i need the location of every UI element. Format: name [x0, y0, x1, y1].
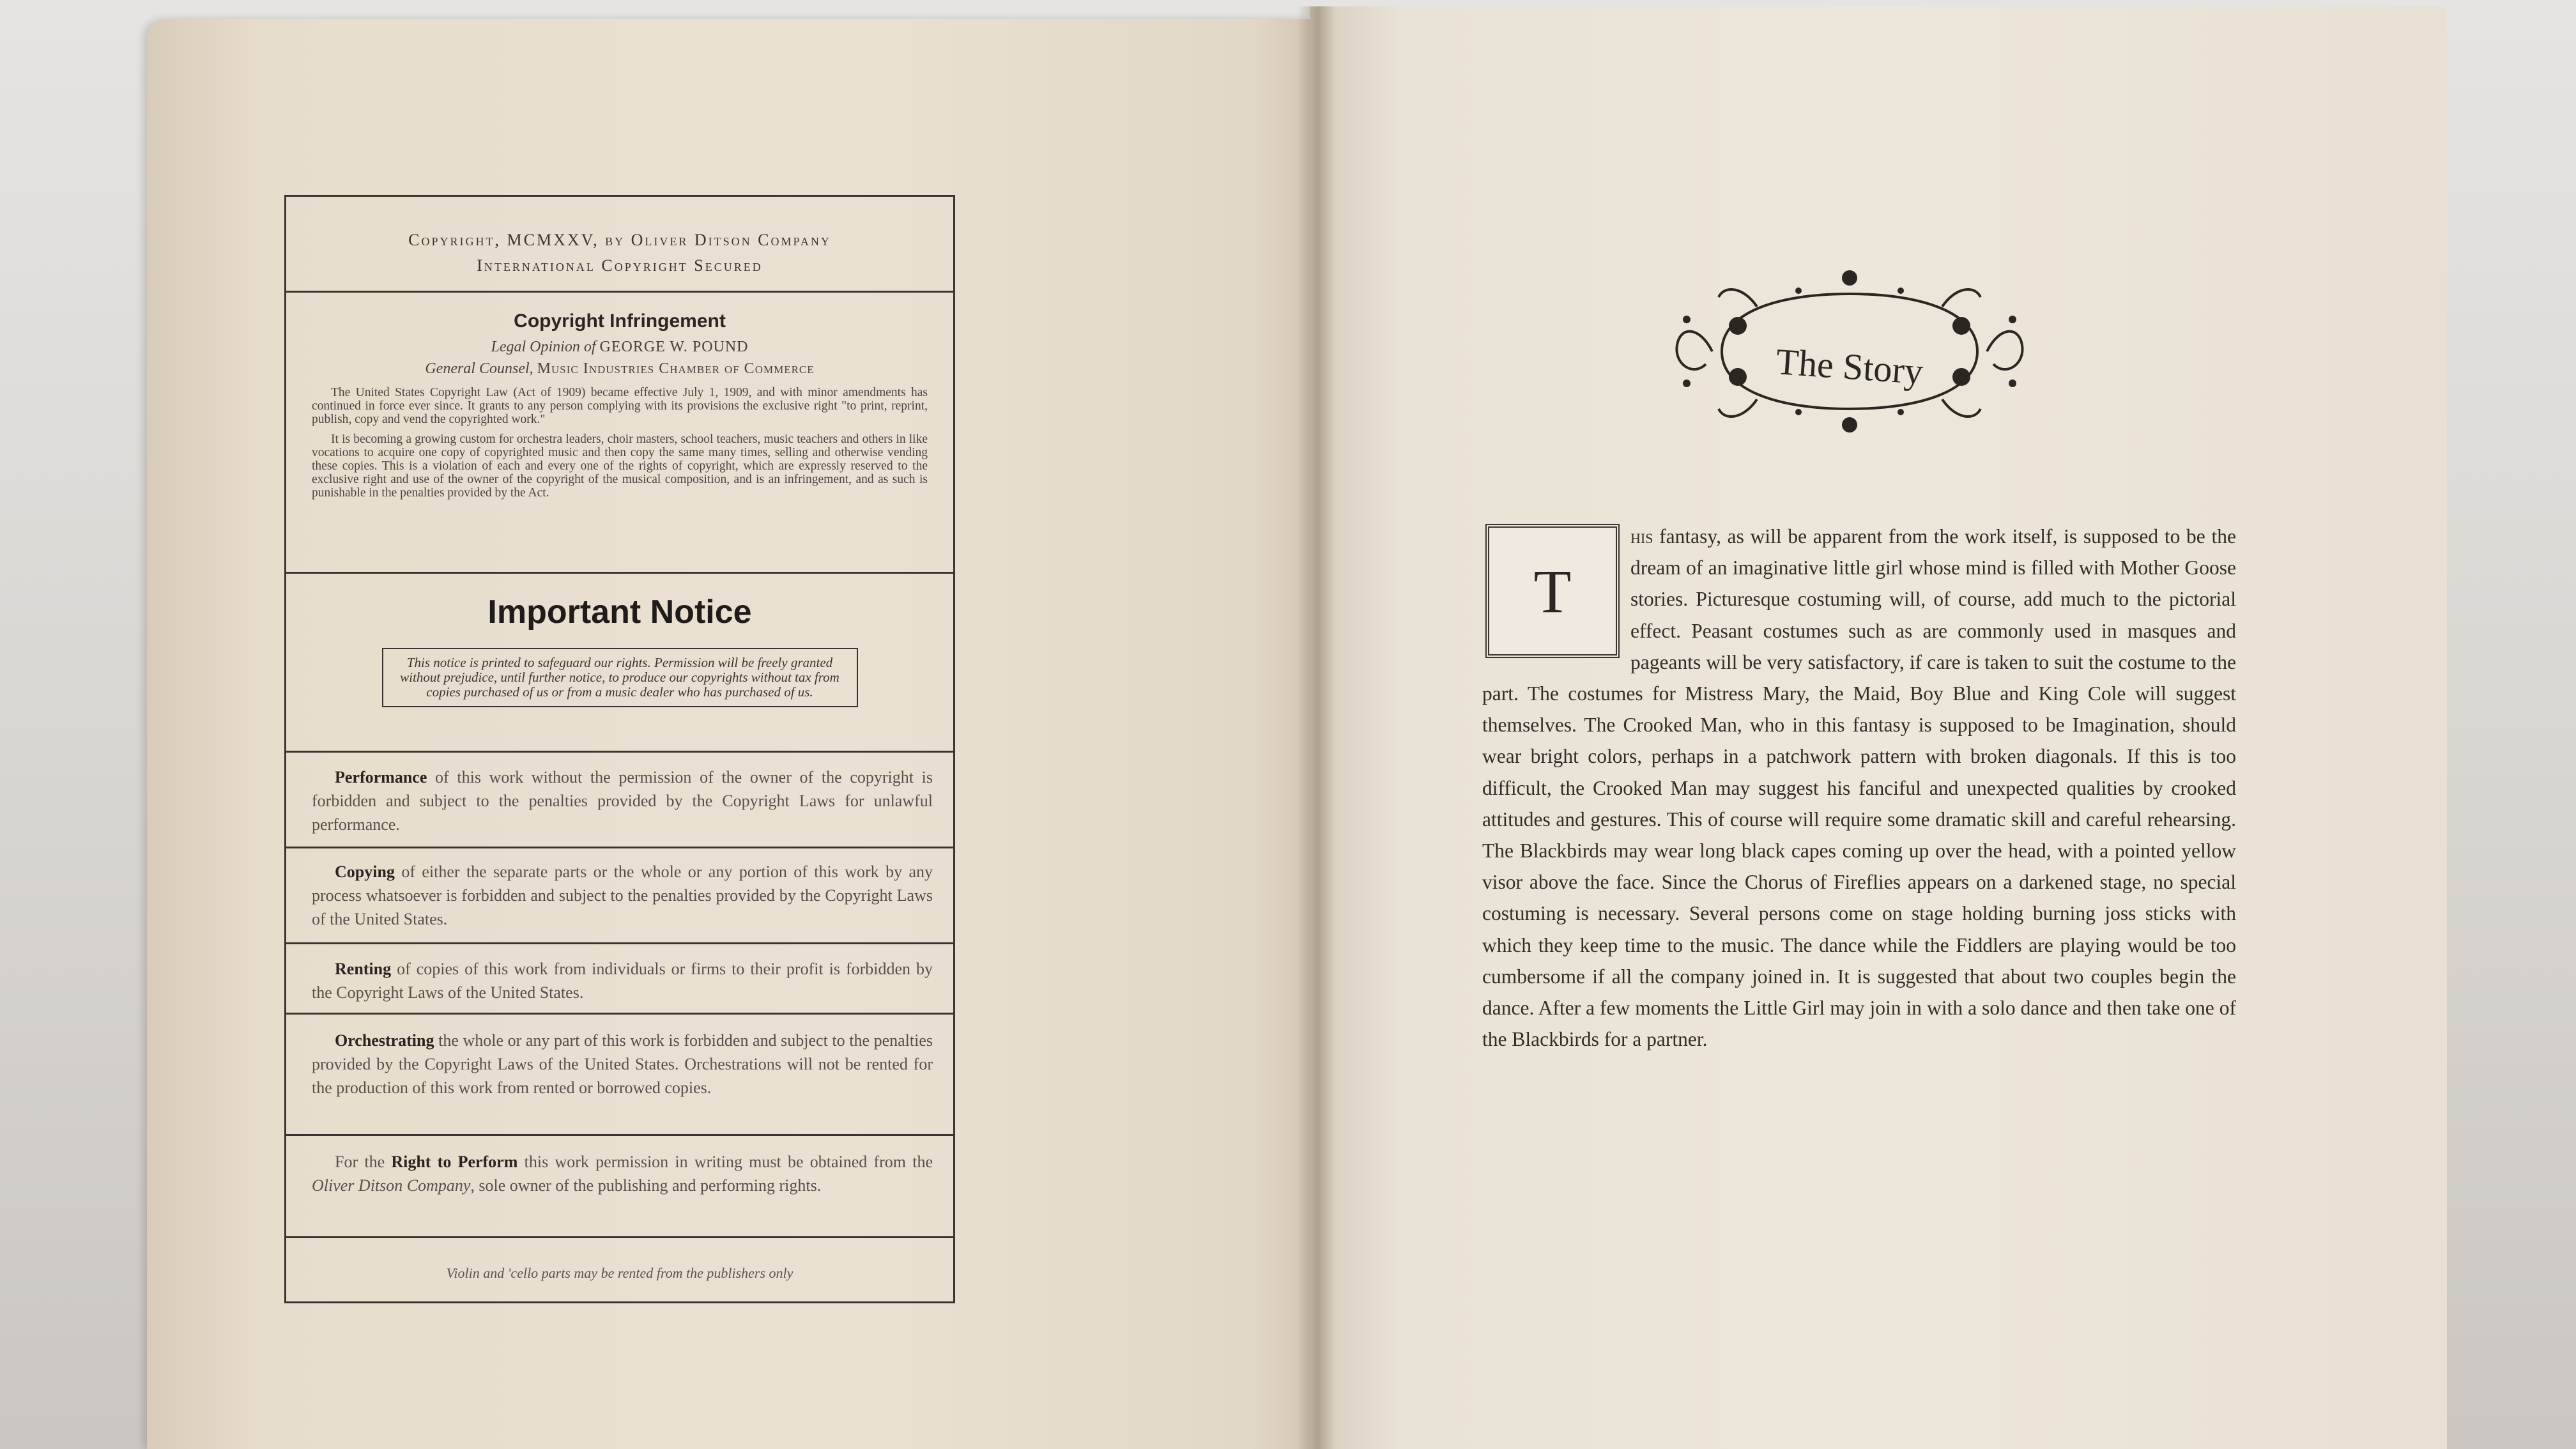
renting-section — [286, 944, 953, 1015]
right-to-perform-label: Right to Perform — [391, 1153, 518, 1171]
legal-name: GEORGE W. POUND — [599, 339, 749, 355]
legal-prefix: Legal Opinion of — [491, 339, 596, 355]
infringement-paragraph-2: It is becoming a growing custom for orchestra leaders, choir masters, school teachers, music teachers and others in like vocations to acquire one copy of copyrighted music and then copy the same many times, selling and otherwise vending these copies. This is a violation of each and every one of the rights of copyright, which are expressly reserved to the exclusive right and use of the owner of the copyright of the musical composition, and is an infringement, and as such is punishable in the penalties provided by the Act. — [312, 433, 928, 500]
copyright-line: Copyright, MCMXXV, by Oliver Ditson Company — [408, 231, 831, 249]
story-title: The Story — [1774, 341, 1925, 392]
violin-cello-note: Violin and 'cello parts may be rented from the publishers only — [446, 1265, 793, 1281]
renting-label: Renting — [335, 960, 392, 978]
renting-text: of copies of this work from individuals or firms to their profit is forbidden by the Copyright Laws of the United States. — [312, 960, 933, 1002]
copyright-header — [286, 197, 953, 293]
copying-label: Copying — [335, 862, 395, 881]
performance-section — [286, 753, 953, 848]
book-gutter — [1297, 6, 1335, 1449]
performance-label: Performance — [335, 768, 427, 786]
copying-section — [286, 848, 953, 944]
copyright-infringement-section — [286, 293, 953, 574]
counsel-prefix: General Counsel, — [425, 360, 533, 377]
copying-text: of either the separate parts or the whole or any portion of this work by any process whatsoever is forbidden and subject to the penalties provided by the Copyright Laws of the United States. — [312, 862, 933, 928]
orchestrating-text: the whole or any part of this work is forbidden and subject to the penalties provided by the Copyright Laws of the United States. Orchestrations will not be rented for the production of this work from rented or borrowed copies. — [312, 1031, 933, 1097]
legal-opinion-line — [312, 336, 928, 358]
infringement-paragraph-1: The United States Copyright Law (Act of 1909) became effective July 1, 1909, and with minor amendments has continued in force ever since. It grants to any person complying with its provisions the exclusive right "to print, reprint, publish, copy and vend the copyrighted work." — [312, 386, 928, 426]
important-notice-title: Important Notice — [487, 594, 752, 631]
right-prefix: For the — [335, 1153, 385, 1171]
story-paragraph: fantasy, as will be apparent from the work itself, is supposed to be the dream of an imaginative little girl whose mind is filled with Mother Goose stories. Picturesque costuming will, of course, add much to the pictorial effect. Peasant costumes such as are commonly used in masques and pageants will be very satisfactory, if care is taken to suit the costume to the part. The costumes for Mistress Mary, the Maid, Boy Blue and King Cole will suggest themselves. The Crooked Man, who in this fantasy is supposed to be Imagination, should wear bright colors, perhaps in a patchwork pattern with broken diagonals. If this is too difficult, the Crooked Man may suggest his fanciful and unexpected qualities by crooked attitudes and gestures. This of course will require some dramatic skill and careful rehearsing. The Blackbirds may wear long black capes coming up over the head, with a pointed yellow visor above the face. Since the Chorus of Fireflies appears on a darkened stage, no special costuming is necessary. Several persons come on stage holding burning joss sticks with which they keep time to the music. The dance while the Fiddlers are playing would be too cumbersome if all the company joined in. It is suggested that about two couples begin the dance. After a few moments the Little Girl may join in with a solo dance and then take one of the Blackbirds for a partner. — [1482, 525, 2236, 1051]
story-first-word: his — [1630, 525, 1653, 548]
important-notice-box: This notice is printed to safeguard our rights. Permission will be freely granted without prejudice, until further notice, to produce our copyrights without tax from copies purchased of us or from a music dealer who has purchased of us. — [382, 648, 858, 707]
right-text-a: this work permission in writing must be obtained from the — [524, 1153, 933, 1171]
important-notice-section — [286, 574, 953, 753]
story-body — [1482, 521, 2236, 1055]
copyright-secured-line: International Copyright Secured — [477, 256, 763, 275]
right-to-perform-section — [286, 1136, 953, 1238]
notice-frame — [284, 195, 955, 1303]
performance-text: of this work without the permission of the owner of the copyright is forbidden and subject to the penalties provided by the Copyright Laws for unlawful performance. — [312, 768, 933, 834]
publisher-name: Oliver Ditson Company — [312, 1176, 471, 1195]
right-text-b: , sole owner of the publishing and performing rights. — [470, 1176, 822, 1195]
orchestrating-section — [286, 1015, 953, 1136]
drop-cap-letter: T — [1533, 557, 1572, 625]
infringement-title: Copyright Infringement — [514, 310, 726, 332]
counsel-org: Music Industries Chamber of Commerce — [537, 360, 815, 377]
orchestrating-label: Orchestrating — [335, 1031, 434, 1050]
counsel-line — [312, 358, 928, 379]
